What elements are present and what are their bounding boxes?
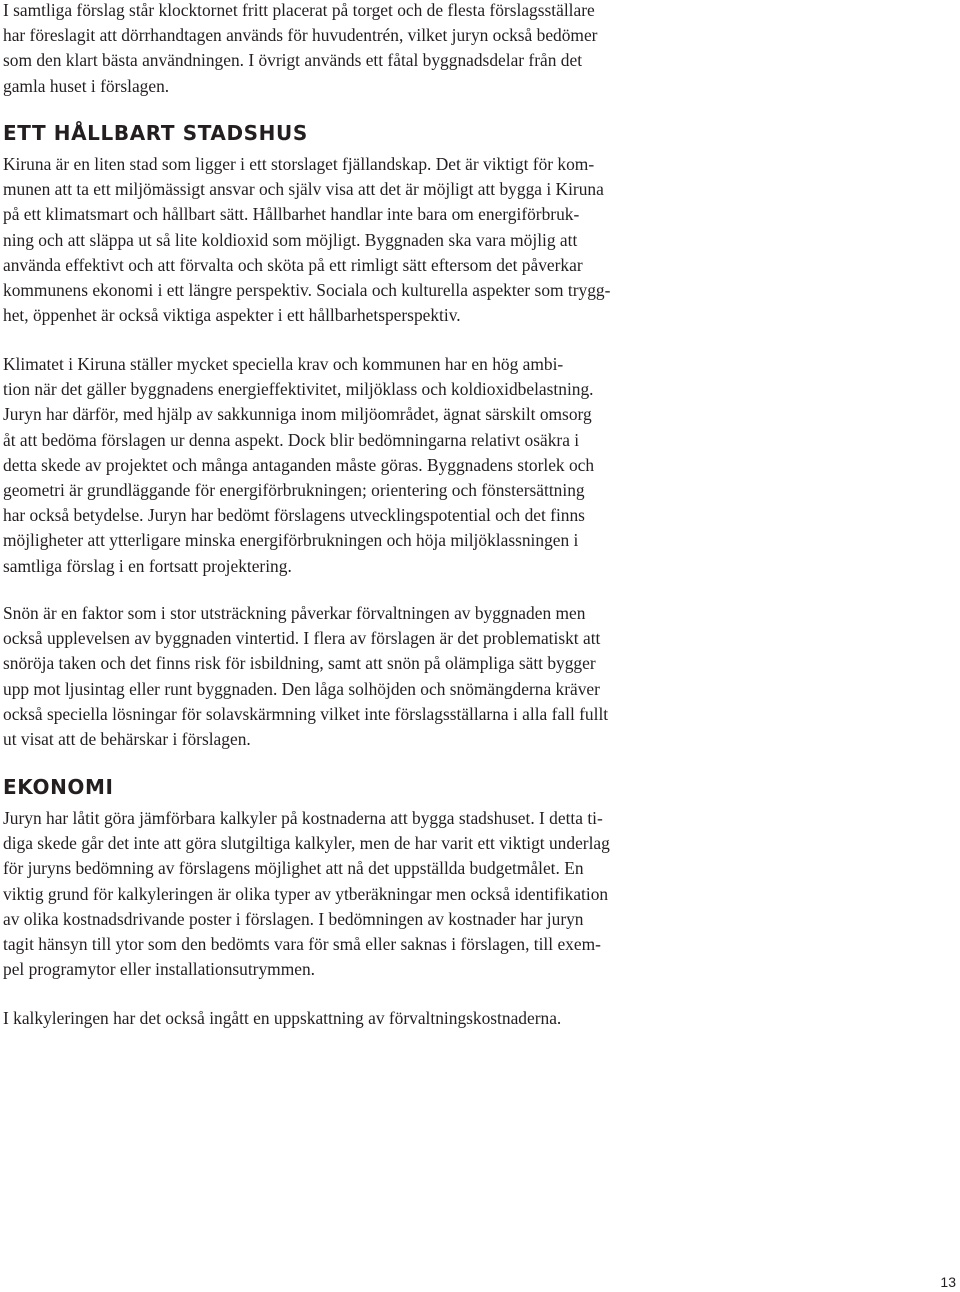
text-line: samtliga förslag i en fortsatt projektering. [3,555,292,576]
text-line: åt att bedöma förslagen ur denna aspekt. Dock blir bedömningarna relativt osäkra i [3,429,580,450]
page-number: 13 [940,1274,956,1290]
text-line: upp mot ljusintag eller runt byggnaden. Den låga solhöjden och snömängderna kräver [3,678,600,699]
text-line: Snön är en faktor som i stor utsträckning påverkar förvaltningen av byggnaden men [3,603,586,623]
text-line: I kalkyleringen har det också ingått en uppskattning av förvaltningskostnaderna. [3,1008,562,1028]
section-heading-sustainable: ETT HÅLLBART STADSHUS [3,121,308,145]
text-line: Klimatet i Kiruna ställer mycket speciella krav och kommunen har en hög ambi- [3,354,564,374]
text-line: också speciella lösningar för solavskärmning vilket inte förslagsställarna i alla fall fullt [3,703,609,724]
text-line: pel programytor eller installationsutrymmen. [3,959,315,980]
intro-paragraph [3,0,703,99]
text-line: också upplevelsen av byggnaden vintertid. I flera av förslagen är det problematiskt att [3,628,601,649]
text-line: använda effektivt och att förvalta och sköta på ett rimligt sätt eftersom det påverkar [3,254,583,275]
text-line: tion när det gäller byggnadens energieffektivitet, miljöklass och koldioxidbelastning. [3,379,594,400]
economy-paragraph-1 [3,806,703,982]
text-line: gamla huset i förslagen. [3,75,170,96]
text-line: Juryn har låtit göra jämförbara kalkyler på kostnaderna att bygga stadshuset. I detta ti- [3,808,603,828]
text-line: diga skede går det inte att göra slutgiltiga kalkyler, men de har varit ett viktigt underlag [3,833,610,854]
text-line: het, öppenhet är också viktiga aspekter i ett hållbarhetsperspektiv. [3,305,461,326]
text-line: möjligheter att ytterligare minska energiförbrukningen och höja miljöklassningen i [3,530,579,551]
text-line: geometri är grundläggande för energiförbrukningen; orientering och fönstersättning [3,480,585,501]
text-line: detta skede av projektet och många antaganden måste göras. Byggnadens storlek och [3,454,595,475]
sustainable-paragraph-2 [3,352,703,579]
text-line: Juryn har därför, med hjälp av sakkunniga inom miljöområdet, ägnat särskilt omsorg [3,404,592,425]
text-line: har också betydelse. Juryn har bedömt förslagens utvecklingspotential och det finns [3,505,585,526]
text-line: kommunens ekonomi i ett längre perspektiv. Sociala och kulturella aspekter som trygg- [3,280,611,301]
sustainable-paragraph-3 [3,601,703,752]
text-line: tagit hänsyn till ytor som den bedömts vara för små eller saknas i förslagen, till exem- [3,934,601,955]
section-heading-economy: EKONOMI [3,775,114,799]
text-line: snöröja taken och det finns risk för isbildning, samt att snön på olämpliga sätt bygger [3,653,596,674]
text-line: på ett klimatsmart och hållbart sätt. Hållbarhet handlar inte bara om energiförbruk- [3,204,580,225]
text-line: av olika kostnadsdrivande poster i förslagen. I bedömningen av kostnader har juryn [3,908,584,929]
economy-paragraph-2 [3,1006,703,1031]
text-line: ut visat att de behärskar i förslagen. [3,729,251,750]
text-line: viktig grund för kalkyleringen är olika typer av ytberäkningar men också identifikation [3,883,609,904]
text-line: har föreslagit att dörrhandtagen används för huvudentrén, vilket juryn också bedömer [3,25,598,46]
text-line: I samtliga förslag står klocktornet fritt placerat på torget och de flesta förslagsställare [3,0,595,20]
sustainable-paragraph-1 [3,152,703,328]
text-line: som den klart bästa användningen. I övrigt används ett fåtal byggnadsdelar från det [3,50,583,71]
text-line: ning och att släppa ut så lite koldioxid som möjligt. Byggnaden ska vara möjlig att [3,229,578,250]
text-line: för juryns bedömning av förslagens möjlighet att nå det uppställda budgetmålet. En [3,858,584,879]
text-line: munen att ta ett miljömässigt ansvar och själv visa att det är möjligt att bygga i Kiruna [3,179,604,200]
text-line: Kiruna är en liten stad som ligger i ett storslaget fjällandskap. Det är viktigt för kom- [3,154,595,174]
